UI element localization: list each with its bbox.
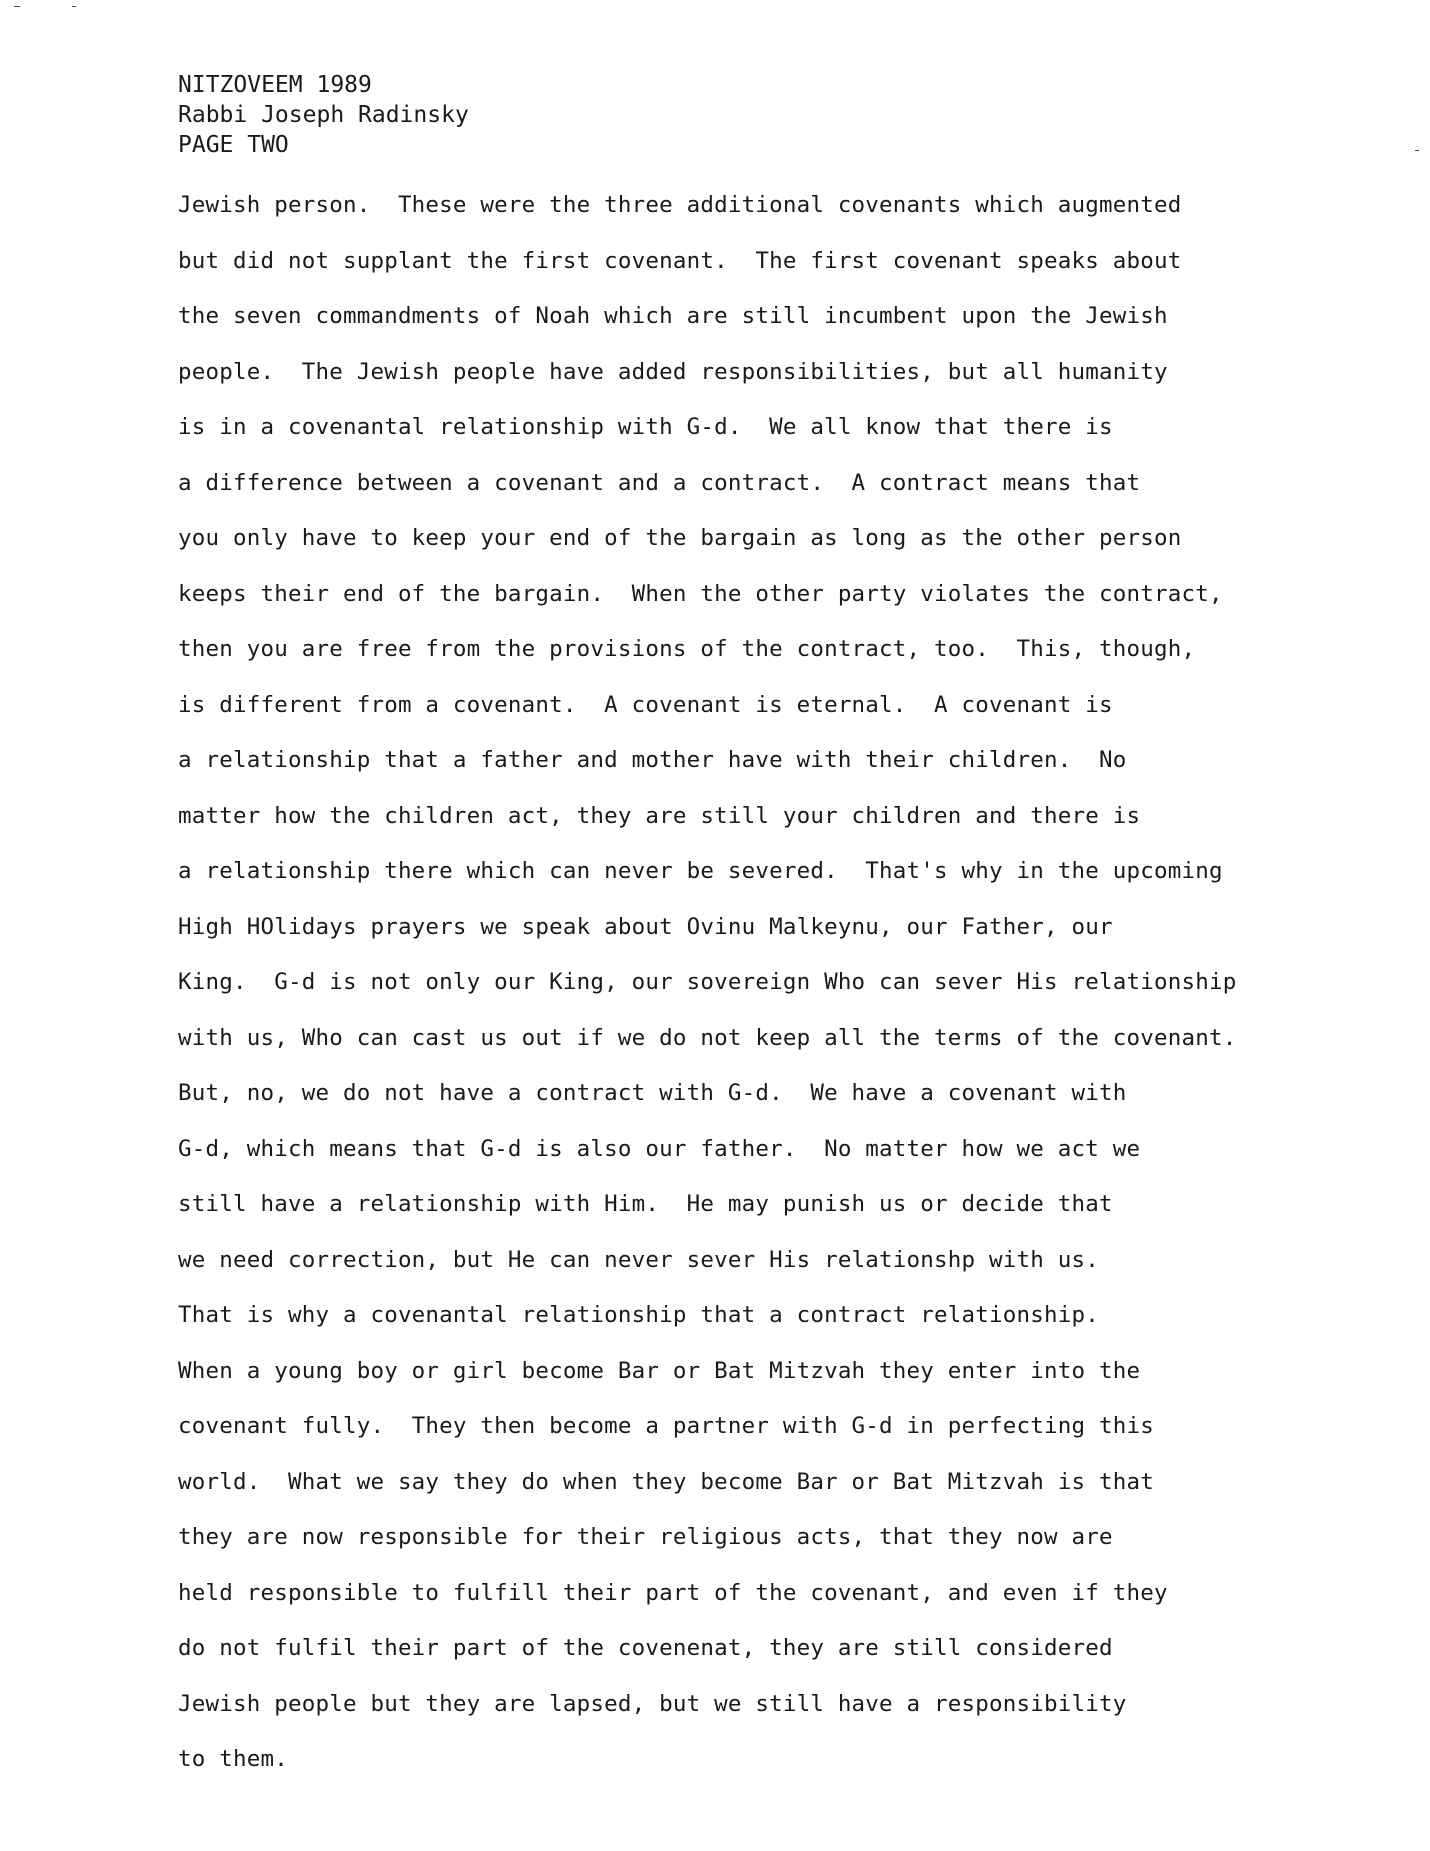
text-line: then you are free from the provisions of the contract, too. This, though,: [178, 636, 1196, 662]
scan-mark: [72, 6, 76, 7]
header-page-label: PAGE TWO: [178, 132, 289, 158]
body-text: [178, 178, 1236, 1788]
header-author: Rabbi Joseph Radinsky: [178, 102, 469, 128]
text-line: the seven commandments of Noah which are still incumbent upon the Jewish: [178, 303, 1168, 329]
document-header: [178, 70, 469, 160]
scan-mark: [14, 6, 20, 7]
header-title: NITZOVEEM 1989: [178, 72, 372, 98]
text-line: Jewish person. These were the three additional covenants which augmented: [178, 192, 1182, 218]
text-line: do not fulfil their part of the covenenat, they are still considered: [178, 1635, 1113, 1661]
text-line: covenant fully. They then become a partner with G-d in perfecting this: [178, 1413, 1154, 1439]
text-line: people. The Jewish people have added responsibilities, but all humanity: [178, 358, 1168, 385]
text-line: When a young boy or girl become Bar or Bat Mitzvah they enter into the: [178, 1357, 1141, 1384]
text-line: still have a relationship with Him. He may punish us or decide that: [178, 1191, 1113, 1217]
text-line: is in a covenantal relationship with G-d. We all know that there is: [178, 414, 1113, 440]
text-line: That is why a covenantal relationship that a contract relationship.: [178, 1302, 1099, 1328]
text-line: world. What we say they do when they become Bar or Bat Mitzvah is that: [178, 1468, 1154, 1495]
text-line: Jewish people but they are lapsed, but we still have a responsibility: [178, 1690, 1127, 1717]
text-line: King. G-d is not only our King, our sovereign Who can sever His relationship: [178, 969, 1237, 995]
text-line: we need correction, but He can never sever His relationshp with us.: [178, 1246, 1099, 1273]
text-line: they are now responsible for their religious acts, that they now are: [178, 1524, 1113, 1550]
text-line: held responsible to fulfill their part of the covenant, and even if they: [178, 1579, 1168, 1606]
text-line: is different from a covenant. A covenant is eternal. A covenant is: [178, 691, 1113, 718]
text-line: keeps their end of the bargain. When the other party violates the contract,: [178, 580, 1223, 607]
text-line: matter how the children act, they are still your children and there is: [178, 802, 1141, 829]
text-line: a relationship that a father and mother have with their children. No: [178, 747, 1127, 773]
text-line: a difference between a covenant and a contract. A contract means that: [178, 469, 1141, 496]
text-line: High HOlidays prayers we speak about Ovinu Malkeynu, our Father, our: [178, 913, 1113, 940]
text-line: G-d, which means that G-d is also our father. No matter how we act we: [178, 1135, 1141, 1162]
text-line: but did not supplant the first covenant. The first covenant speaks about: [178, 247, 1182, 274]
text-line: you only have to keep your end of the bargain as long as the other person: [178, 525, 1182, 551]
text-line: But, no, we do not have a contract with G-d. We have a covenant with: [178, 1080, 1127, 1106]
text-line: to them.: [178, 1746, 288, 1772]
scan-mark: [1415, 150, 1419, 151]
text-line: a relationship there which can never be severed. That's why in the upcoming: [178, 858, 1223, 884]
text-line: with us, Who can cast us out if we do not keep all the terms of the covenant.: [178, 1024, 1237, 1051]
